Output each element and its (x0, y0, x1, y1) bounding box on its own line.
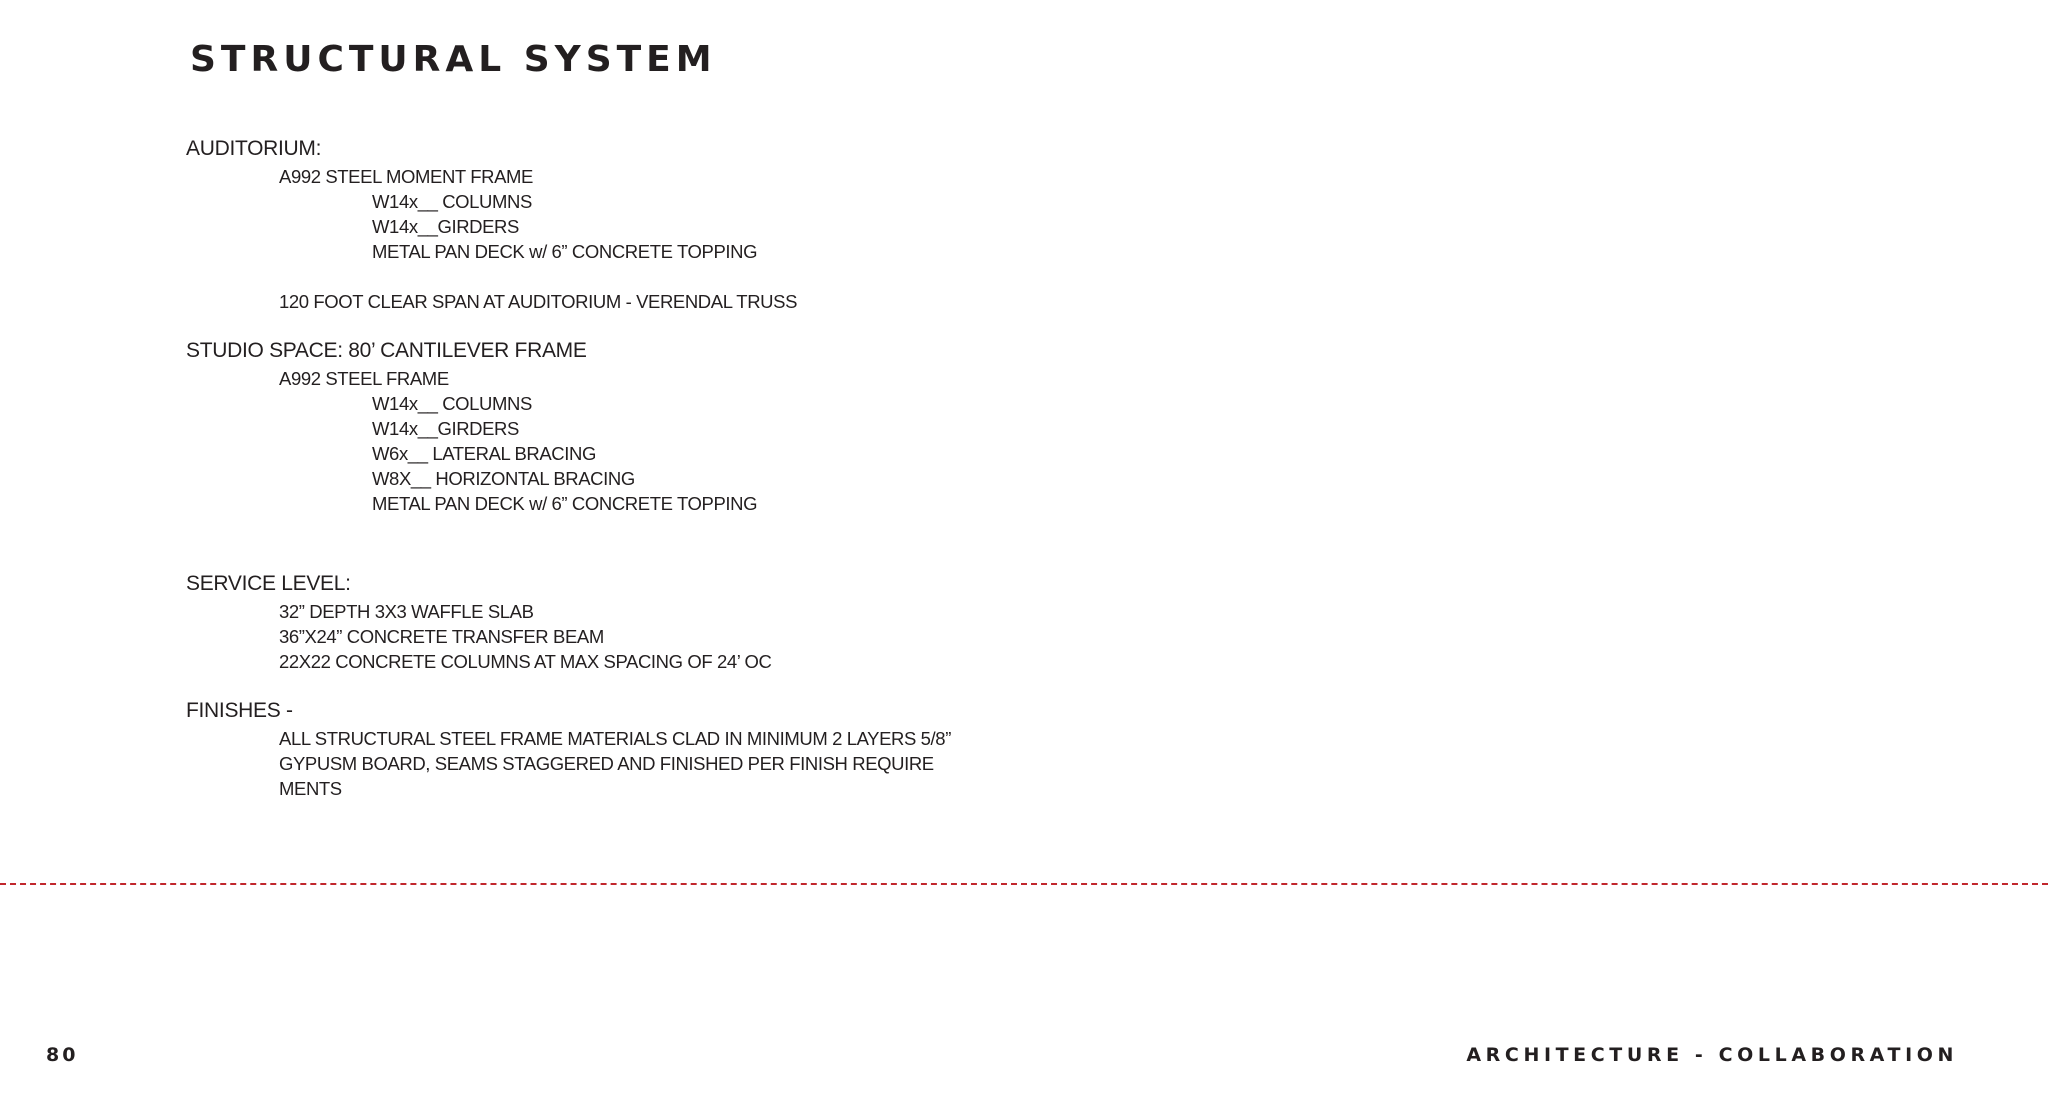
auditorium-section (186, 136, 1086, 314)
list-item: W8X__ HORIZONTAL BRACING (372, 468, 635, 489)
auditorium-frame: A992 STEEL MOMENT FRAME (279, 166, 533, 187)
list-item: W14x__GIRDERS (372, 216, 519, 237)
service-section (186, 571, 1086, 674)
list-item: W14x__GIRDERS (372, 418, 519, 439)
finishes-heading: FINISHES - (186, 699, 293, 722)
list-item: W6x__ LATERAL BRACING (372, 443, 596, 464)
dashed-divider (0, 883, 2048, 885)
list-item: METAL PAN DECK w/ 6” CONCRETE TOPPING (372, 241, 758, 262)
page-title: STRUCTURAL SYSTEM (190, 39, 717, 80)
list-item: W14x__ COLUMNS (372, 191, 532, 212)
finishes-line: GYPUSM BOARD, SEAMS STAGGERED AND FINISHED PER FINISH REQUIRE (279, 753, 934, 774)
finishes-section (186, 698, 1086, 801)
auditorium-heading: AUDITORIUM: (186, 137, 322, 160)
list-item: 36”X24” CONCRETE TRANSFER BEAM (279, 626, 604, 647)
list-item: METAL PAN DECK w/ 6” CONCRETE TOPPING (372, 493, 758, 514)
list-item: W14x__ COLUMNS (372, 393, 532, 414)
finishes-line: ALL STRUCTURAL STEEL FRAME MATERIALS CLAD IN MINIMUM 2 LAYERS 5/8” (279, 728, 951, 749)
list-item: 32” DEPTH 3X3 WAFFLE SLAB (279, 601, 534, 622)
list-item: 22X22 CONCRETE COLUMNS AT MAX SPACING OF 24’ OC (279, 651, 772, 672)
page-number: 80 (46, 1044, 79, 1066)
studio-heading: STUDIO SPACE: 80’ CANTILEVER FRAME (186, 339, 587, 362)
studio-section (186, 338, 1086, 516)
finishes-line: MENTS (279, 778, 342, 799)
auditorium-note: 120 FOOT CLEAR SPAN AT AUDITORIUM - VERENDAL TRUSS (279, 291, 798, 312)
structural-content (186, 136, 1086, 801)
service-heading: SERVICE LEVEL: (186, 572, 351, 595)
footer-title: ARCHITECTURE - COLLABORATION (1466, 1044, 1958, 1066)
studio-frame: A992 STEEL FRAME (279, 368, 449, 389)
